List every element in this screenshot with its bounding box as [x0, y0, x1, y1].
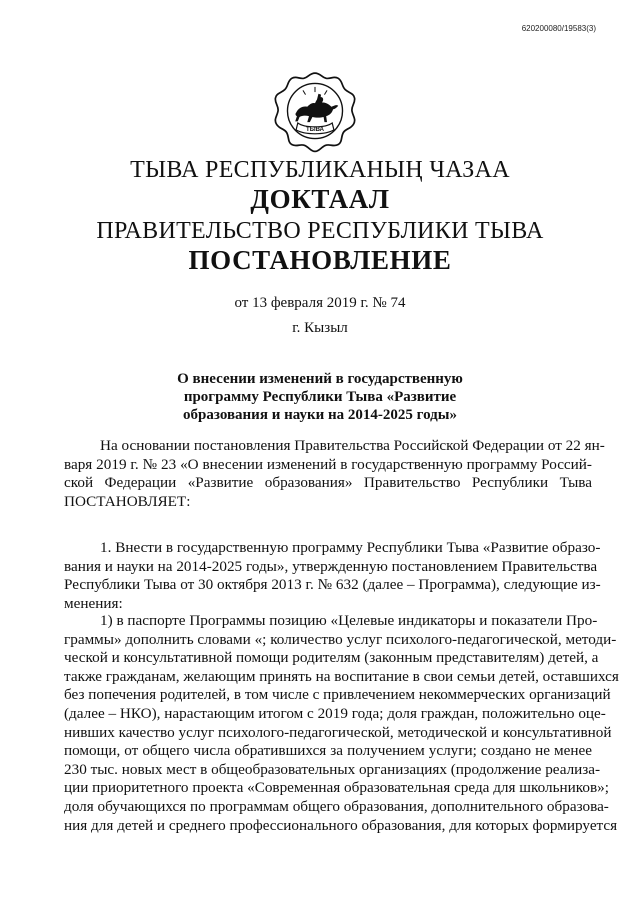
document-city: г. Кызыл: [292, 320, 348, 336]
text-line: 1. Внести в государственную программу Республики Тыва «Развитие образо-: [100, 539, 601, 556]
header-postanovlenie: ПОСТАНОВЛЕНИЕ: [188, 245, 452, 275]
paragraph-subitem-1: [64, 612, 619, 835]
header-tyva-republic: ТЫВА РЕСПУБЛИКАНЫҢ ЧАЗАА: [130, 157, 510, 183]
text-line: 230 тыс. новых мест в общеобразовательных организациях (продолжение реализа-: [64, 760, 601, 778]
text-line: нивших качество услуг психолого-педагогической, методической и консультативной: [64, 723, 612, 741]
paragraph-item-1: [64, 539, 601, 613]
text-line: Республики Тыва от 30 октября 2013 г. № 632 (далее – Программа), следующие из-: [64, 576, 601, 594]
text-line: ческой и консультативной помощи родителям (законным представителям) детей, а: [64, 649, 599, 667]
text-line: доля обучающихся по программам общего образования, дополнительного образова-: [64, 797, 609, 815]
text-line: также гражданам, желающим принять на воспитание в свои семьи детей, оставшихся: [64, 667, 619, 685]
text-line: граммы» дополнить словами «; количество услуг психолого-педагогической, методи-: [64, 630, 617, 648]
text-line: ции приоритетного проекта «Современная образовательная среда для школьников»;: [64, 779, 609, 797]
text-line: варя 2019 г. № 23 «О внесении изменений в государственную программу Россий-: [64, 455, 592, 473]
text-line: (далее – НКО), нарастающим итогом с 2019 года; доля граждан, положительно оце-: [64, 704, 606, 722]
paragraph-preamble: [64, 437, 605, 511]
document-date-number: от 13 февраля 2019 г. № 74: [234, 295, 406, 311]
title-line: образования и науки на 2014-2025 годы»: [183, 407, 457, 423]
text-line: 1) в паспорте Программы позицию «Целевые индикаторы и показатели Про-: [100, 612, 598, 629]
text-line: На основании постановления Правительства Российской Федерации от 22 ян-: [100, 437, 605, 454]
text-line: ния для детей и среднего профессионального образования, для которых формируется: [64, 816, 618, 834]
text-line: ПОСТАНОВЛЯЕТ:: [64, 492, 191, 510]
header-government: ПРАВИТЕЛЬСТВО РЕСПУБЛИКИ ТЫВА: [96, 218, 544, 244]
emblem-banner-text: ТЫВА: [306, 127, 324, 134]
text-line: помощи, от общего числа обратившихся за получением услуги; создано не менее: [64, 742, 592, 760]
document-code: 620200080/19583(3): [521, 24, 596, 33]
text-line: менения:: [64, 594, 123, 612]
header-doktaal: ДОКТААЛ: [250, 184, 390, 214]
text-line: вания и науки на 2014-2025 годы», утвержденную постановлением Правительства: [64, 557, 598, 575]
document-title: [0, 370, 640, 424]
title-line: программу Республики Тыва «Развитие: [183, 389, 457, 405]
text-line: ской Федерации «Развитие образования» Правительство Республики Тыва: [64, 474, 592, 492]
title-line: О внесении изменений в государственную: [177, 371, 463, 387]
tyva-coat-of-arms-icon: [272, 68, 358, 154]
text-line: без попечения родителей, в том числе с привлечением некоммерческих организаций: [64, 686, 611, 704]
